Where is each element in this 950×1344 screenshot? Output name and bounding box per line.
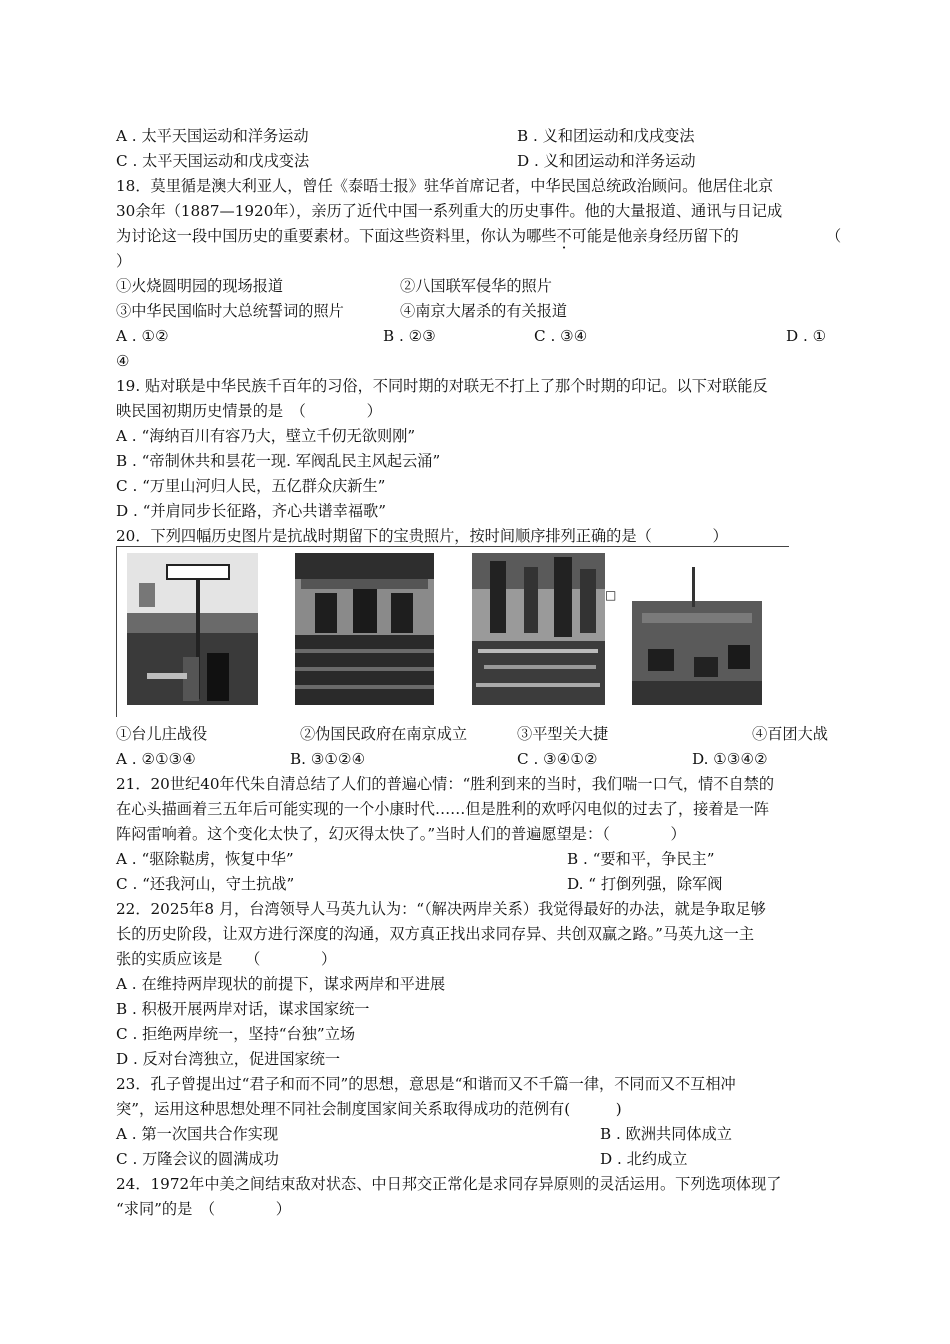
q19-stem-line1: 19. 贴对联是中华民族千百年的习俗，不同时期的对联无不打上了那个时期的印记。以下对联能反	[116, 377, 768, 395]
q18-stem-line1: 18．莫里循是澳大利亚人，曾任《泰晤士报》驻华首席记者，中华民国总统政治顾问。他居住北京	[116, 177, 774, 195]
q23-stem-line2: 突”，运用这种思想处理不同社会制度国家间关系取得成功的范例有( )	[116, 1100, 622, 1118]
q19-option-d: D . “并肩同步长征路，齐心共谱幸福歌”	[116, 502, 387, 520]
q19-option-b: B . “帝制休共和昙花一现. 军阀乱民主风起云涌”	[116, 452, 441, 470]
q18-option-d: D . ①	[786, 327, 827, 345]
q22-stem-line1: 22．2025年8 月，台湾领导人马英九认为：“（解决两岸关系）我觉得最好的办法，就是争取足够	[116, 900, 766, 918]
q18-paren-close: ）	[116, 252, 132, 270]
q20-stem: 20．下列四幅历史图片是抗战时期留下的宝贵照片，按时间顺序排列正确的是（ ）	[116, 527, 728, 545]
q20-option-d: D. ①③④②	[692, 750, 768, 768]
q21-stem-line2: 在心头描画着三五年后可能实现的一个小康时代……但是胜利的欢呼闪电似的过去了，接着是一阵	[116, 800, 770, 818]
q21-stem-line1: 21．20世纪40年代朱自清总结了人们的普遍心情：“胜利到来的当时，我们喘一口气，情不自禁的	[116, 775, 775, 793]
q23-option-c: C . 万隆会议的圆满成功	[116, 1150, 279, 1168]
photo-crowd-gate	[295, 553, 434, 705]
photo-battlefield	[632, 553, 762, 705]
q21-stem-line3: 阵闷雷响着。这个变化太快了，幻灭得太快了。”当时人们的普遍愿望是：（ ）	[116, 825, 686, 843]
emphasis-mark: 不	[556, 227, 572, 245]
q20-item-4: ④百团大战	[752, 725, 828, 743]
q22-stem-line2: 长的历史阶段，让双方进行深度的沟通，双方真正找出求同存异、共创双赢之路。”马英九这一主	[116, 925, 755, 943]
q22-option-a: A . 在维持两岸现状的前提下，谋求两岸和平进展	[116, 975, 446, 993]
photo-soldiers-rifles	[472, 553, 605, 705]
q20-option-c: C . ③④①②	[517, 750, 598, 768]
q22-option-b: B . 积极开展两岸对话，谋求国家统一	[116, 1000, 370, 1018]
q17-option-c: C . 太平天国运动和戊戌变法	[116, 152, 310, 170]
q20-item-3: ③平型关大捷	[517, 725, 609, 743]
q18-item-3: ③中华民国临时大总统誓词的照片	[116, 302, 344, 320]
q19-option-a: A . “海纳百川有容乃大，壁立千仞无欲则刚”	[116, 427, 416, 445]
q22-stem-line3: 张的实质应该是 （ ）	[116, 950, 337, 968]
q19-option-c: C . “万里山河归人民，五亿群众庆新生”	[116, 477, 386, 495]
q24-stem-line1: 24．1972年中美之间结束敌对状态、中日邦交正常化是求同存异原则的灵活运用。下列选项体现了	[116, 1175, 782, 1193]
q22-option-c: C . 拒绝两岸统一，坚持“台独”立场	[116, 1025, 356, 1043]
q18-paren-open: （	[826, 227, 842, 245]
q21-option-b: B . “要和平，争民主”	[567, 850, 715, 868]
q18-item-4: ④南京大屠杀的有关报道	[400, 302, 568, 320]
q18-item-2: ②八国联军侵华的照片	[400, 277, 552, 295]
q18-option-a: A . ①②	[116, 327, 169, 345]
q18-stem-line3: 为讨论这一段中国历史的重要素材。下面这些资料里，你认为哪些不可能是他亲身经历留下的	[116, 227, 739, 245]
photo-street-sign	[127, 553, 258, 705]
q18-item-1: ①火烧圆明园的现场报道	[116, 277, 284, 295]
q20-item-2: ②伪国民政府在南京成立	[300, 725, 468, 743]
q20-option-a: A . ②①③④	[116, 750, 196, 768]
q21-option-a: A . “驱除鞑虏，恢复中华”	[116, 850, 294, 868]
q19-stem-line2: 映民国初期历史情景的是 （ ）	[116, 402, 382, 420]
square-icon: □	[605, 588, 617, 602]
q24-stem-line2: “求同”的是 （ ）	[116, 1200, 291, 1218]
q17-option-a: A . 太平天国运动和洋务运动	[116, 127, 309, 145]
q23-option-a: A . 第一次国共合作实现	[116, 1125, 279, 1143]
q18-stem-line2: 30余年（1887—1920年），亲历了近代中国一系列重大的历史事件。他的大量报道、通讯与日记成	[116, 202, 783, 220]
q17-option-b: B . 义和团运动和戊戌变法	[517, 127, 695, 145]
q17-option-d: D . 义和团运动和洋务运动	[517, 152, 696, 170]
q23-option-b: B . 欧洲共同体成立	[600, 1125, 732, 1143]
q18-option-d-cont: ④	[116, 352, 130, 370]
q21-option-c: C . “还我河山，守土抗战”	[116, 875, 295, 893]
q18-option-b: B . ②③	[383, 327, 436, 345]
q20-item-1: ①台儿庄战役	[116, 725, 208, 743]
q23-stem-line1: 23．孔子曾提出过“君子和而不同”的思想，意思是“和谐而又不千篇一律，不同而又不互相冲	[116, 1075, 736, 1093]
q21-option-d: D. “ 打倒列强，除军阀	[567, 875, 723, 893]
q22-option-d: D . 反对台湾独立，促进国家统一	[116, 1050, 341, 1068]
q23-option-d: D . 北约成立	[600, 1150, 688, 1168]
q18-option-c: C . ③④	[534, 327, 588, 345]
q20-option-b: B. ③①②④	[290, 750, 366, 768]
